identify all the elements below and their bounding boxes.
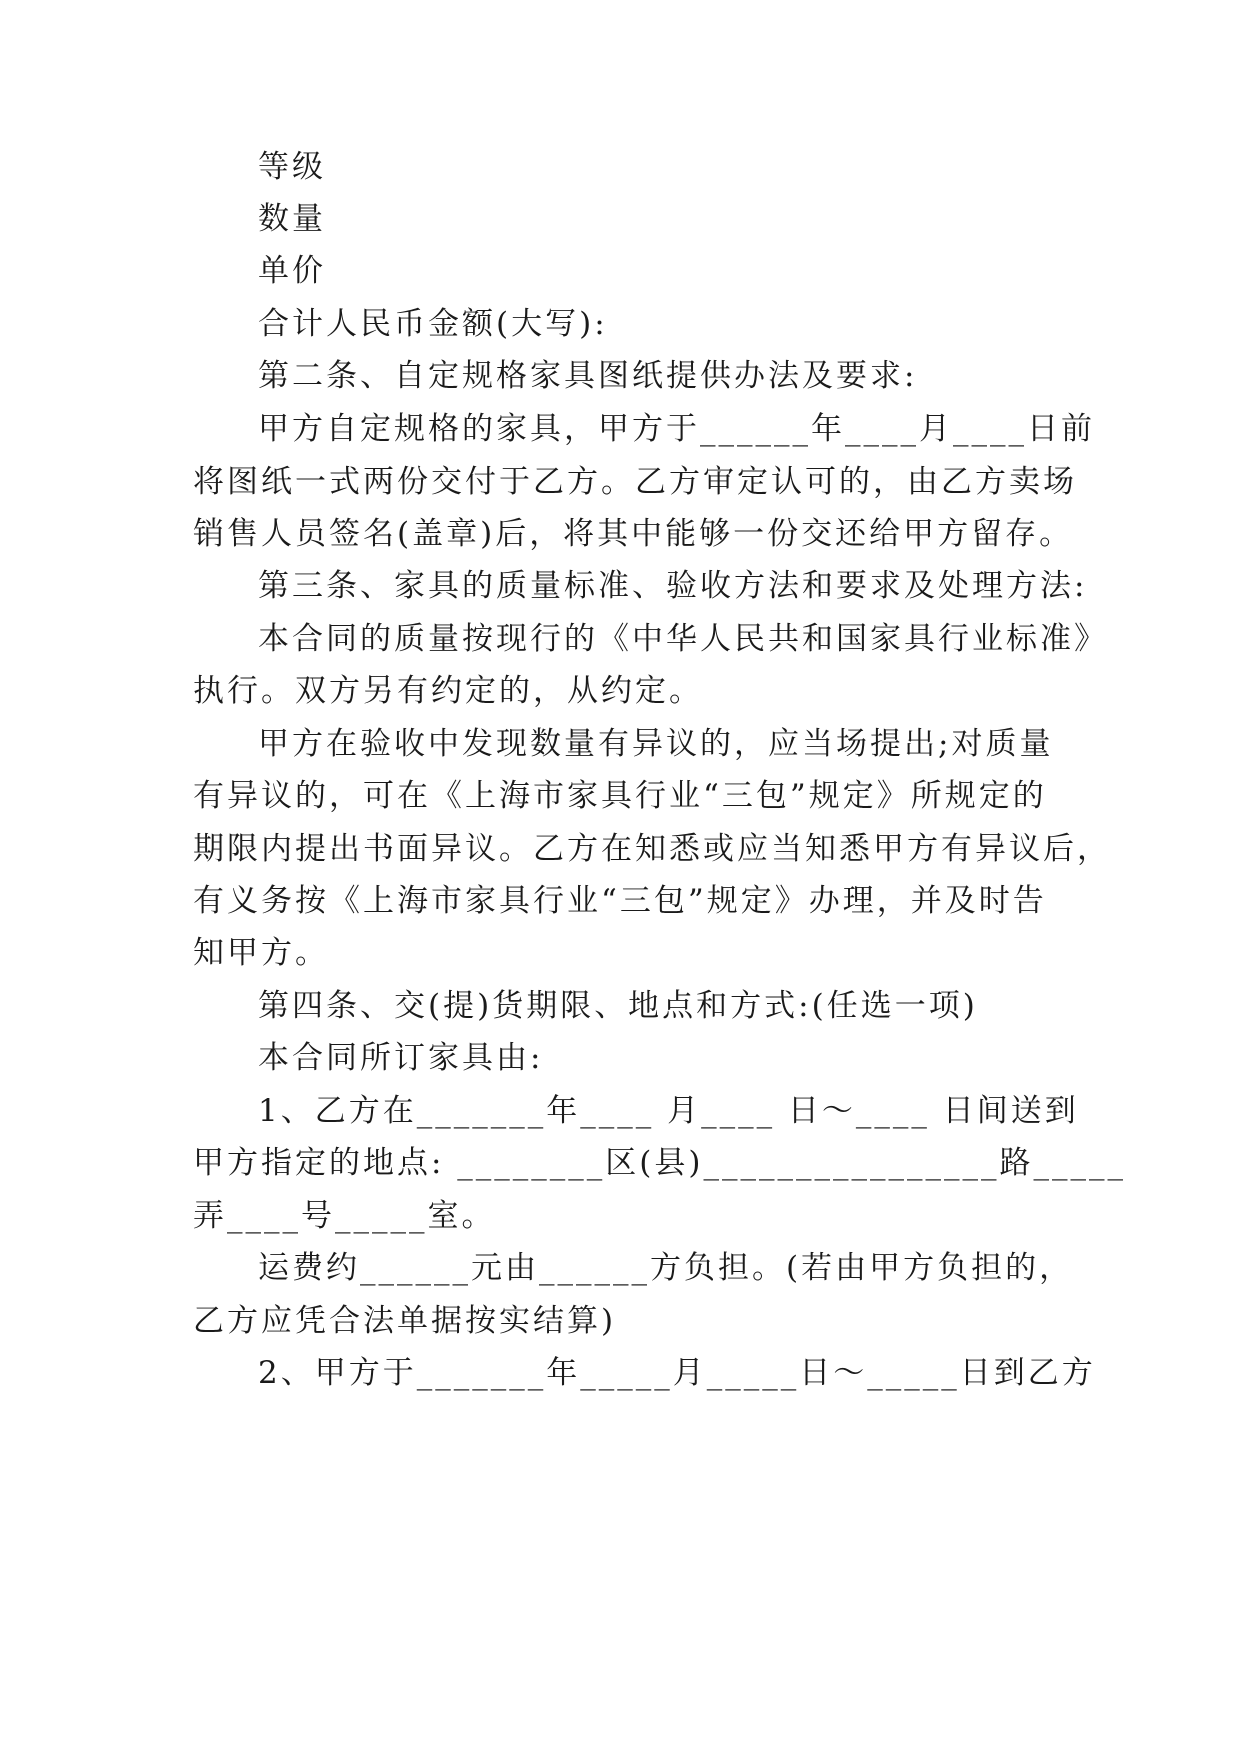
article2-line-2: 将图纸一式两份交付于乙方。乙方审定认可的，由乙方卖场 [193, 464, 1077, 500]
item-unit-price: 单价 [258, 253, 326, 289]
total-amount-label: 合计人民币金额(大写): [258, 306, 608, 342]
article4-heading: 第四条、交(提)货期限、地点和方式:(任选一项) [258, 988, 978, 1024]
option2-line-1: 2、甲方于_______年_____月_____日～_____日到乙方 [258, 1355, 1096, 1391]
article3-para1-line-2: 执行。双方另有约定的，从约定。 [193, 673, 703, 709]
article3-para2-line-3: 期限内提出书面异议。乙方在知悉或应当知悉甲方有异议后， [193, 831, 1111, 867]
item-grade: 等级 [258, 149, 326, 185]
option1-line-2: 甲方指定的地点: ________区(县)________________路_____ [193, 1145, 1126, 1181]
article3-para1-line-1: 本合同的质量按现行的《中华人民共和国家具行业标准》 [258, 621, 1108, 657]
option1-line-3: 弄____号_____室。 [193, 1198, 496, 1234]
article3-heading: 第三条、家具的质量标准、验收方法和要求及处理方法: [258, 568, 1088, 604]
freight-line-1: 运费约______元由______方负担。(若由甲方负担的， [258, 1250, 1074, 1286]
article3-para2-line-2: 有异议的，可在《上海市家具行业“三包”规定》所规定的 [193, 778, 1047, 814]
option1-line-1: 1、乙方在_______年____ 月____ 日～____ 日间送到 [258, 1093, 1079, 1129]
article2-line-1: 甲方自定规格的家具，甲方于______年____月____日前 [258, 411, 1095, 447]
article3-para2-line-4: 有义务按《上海市家具行业“三包”规定》办理，并及时告 [193, 883, 1047, 919]
freight-line-2: 乙方应凭合法单据按实结算) [193, 1303, 617, 1339]
article3-para2-line-5: 知甲方。 [193, 935, 329, 971]
article4-intro: 本合同所订家具由: [258, 1040, 544, 1076]
article2-line-3: 销售人员签名(盖章)后，将其中能够一份交还给甲方留存。 [193, 516, 1074, 552]
article3-para2-line-1: 甲方在验收中发现数量有异议的，应当场提出;对质量 [258, 726, 1054, 762]
item-quantity: 数量 [258, 201, 326, 237]
article2-heading: 第二条、自定规格家具图纸提供办法及要求: [258, 358, 918, 394]
